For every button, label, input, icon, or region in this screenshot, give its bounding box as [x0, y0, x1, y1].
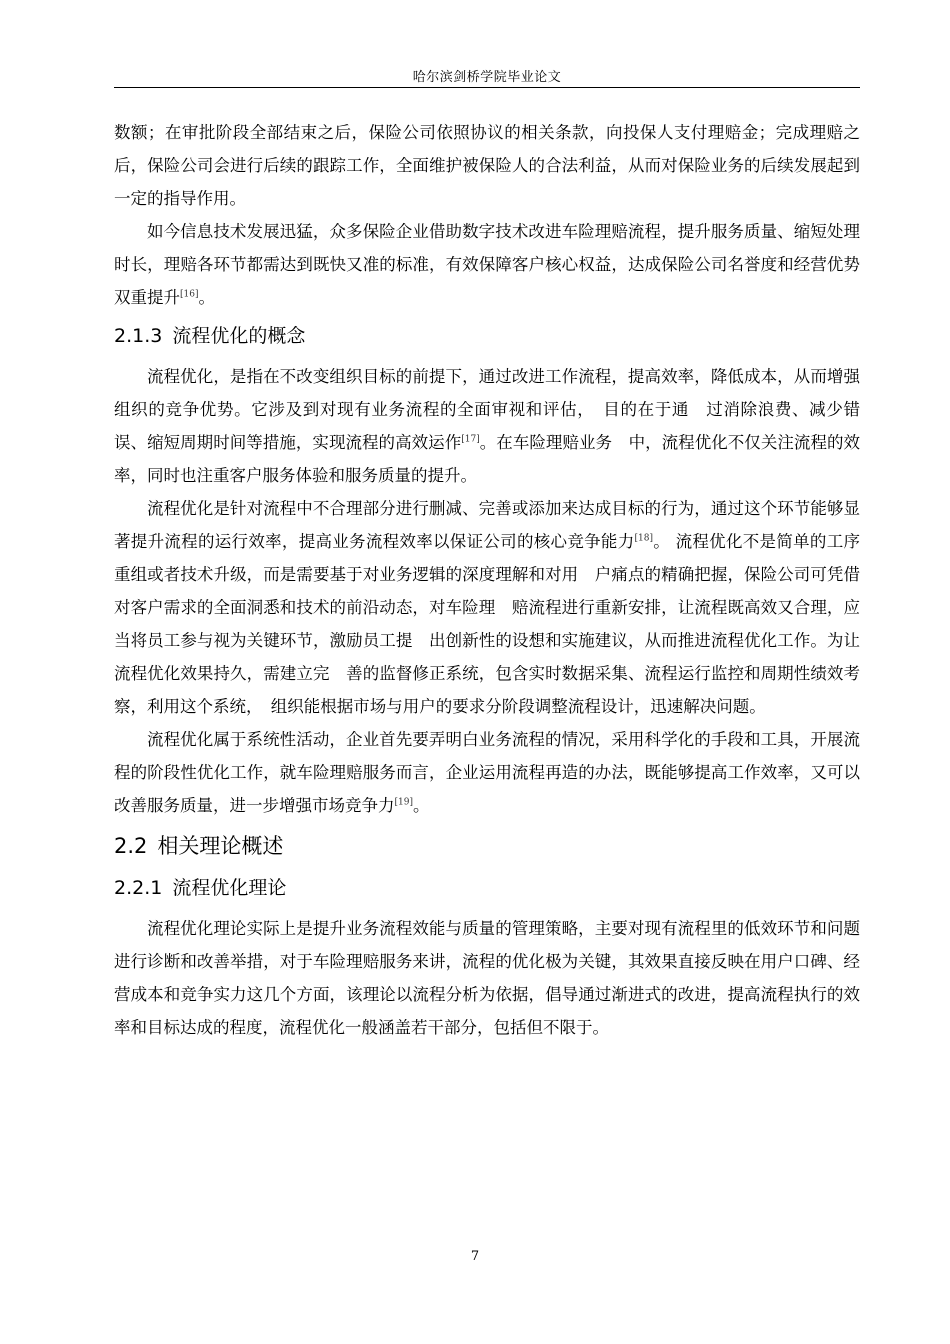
paragraph: 流程优化，是指在不改变组织目标的前提下，通过改进工作流程，提高效率，降低成本，从而增强组织的竞争优势。它涉及到对现有业务流程的全面审视和评估， 目的在于通 过消除浪费、减少错误、缩短周期时间等措施，实现流程的高效运作[17]。在车险理赔业务 中，流程优化不仅关注流程的效率，同时也注重客户服务体验和服务质量的提升。 — [114, 367, 861, 485]
section-heading — [114, 870, 860, 906]
page-number: 7 — [470, 1249, 480, 1264]
section-number: 2.2.1 — [114, 877, 163, 899]
paragraph: 流程优化是针对流程中不合理部分进行删减、完善或添加来达成目标的行为，通过这个环节能够显著提升流程的运行效率，提高业务流程效率以保证公司的核心竞争能力[18]。 流程优化不是简单的工序重组或者技术升级，而是需要基于对业务逻辑的深度理解和对用 户痛点的精确把握，保险公司可凭借对客户需求的全面洞悉和技术的前沿动态，对车险理 赔流程进行重新安排，让流程既高效又合理，应当将员工参与视为关键环节，激励员工提 出创新性的设想和实施建议，从而推进流程优化工作。为让流程优化效果持久，需建立完 善的监督修正系统，包含实时数据采集、流程运行监控和周期性绩效考察，利用这个系统， 组织能根据市场与用户的要求分阶段调整流程设计，迅速解决问题。 — [114, 499, 861, 716]
section-title: 流程优化的概念 — [172, 325, 306, 347]
citation-ref: [17] — [461, 434, 480, 445]
running-header: 哈尔滨剑桥学院毕业论文 — [412, 70, 562, 85]
paragraph: 如今信息技术发展迅猛，众多保险企业借助数字技术改进车险理赔流程，提升服务质量、缩短处理时长，理赔各环节都需达到既快又准的标准，有效保障客户核心权益，达成保险公司名誉度和经营优势双重提升[16]。 — [114, 222, 860, 307]
paragraph: 流程优化理论实际上是提升业务流程效能与质量的管理策略，主要对现有流程里的低效环节和问题进行诊断和改善举措，对于车险理赔服务来讲，流程的优化极为关键，其效果直接反映在用户口碑、经营成本和竞争实力这几个方面，该理论以流程分析为依据，倡导通过渐进式的改进，提高流程执行的效率和目标达成的程度，流程优化一般涵盖若干部分，包括但不限于。 — [114, 919, 860, 1037]
section-heading — [114, 318, 860, 354]
paragraph: 流程优化属于系统性活动，企业首先要弄明白业务流程的情况，采用科学化的手段和工具，开展流程的阶段性优化工作，就车险理赔服务而言，企业运用流程再造的办法，既能够提高工作效率，又可以改善服务质量，进一步增强市场竞争力[19]。 — [114, 730, 860, 815]
header-rule — [114, 87, 860, 88]
citation-ref: [19] — [394, 797, 413, 808]
citation-ref: [16] — [180, 289, 199, 300]
section-number: 2.1.3 — [114, 325, 163, 347]
body-text — [114, 116, 860, 1044]
section-number: 2.2 — [114, 834, 148, 858]
chapter-section-heading — [114, 826, 860, 866]
section-title: 流程优化理论 — [172, 877, 287, 899]
paragraph: 数额；在审批阶段全部结束之后，保险公司依照协议的相关条款，向投保人支付理赔金；完成理赔之后，保险公司会进行后续的跟踪工作，全面维护被保险人的合法利益，从而对保险业务的后续发展起到一定的指导作用。 — [114, 123, 860, 208]
citation-ref: [18] — [634, 533, 653, 544]
section-title: 相关理论概述 — [157, 834, 284, 858]
